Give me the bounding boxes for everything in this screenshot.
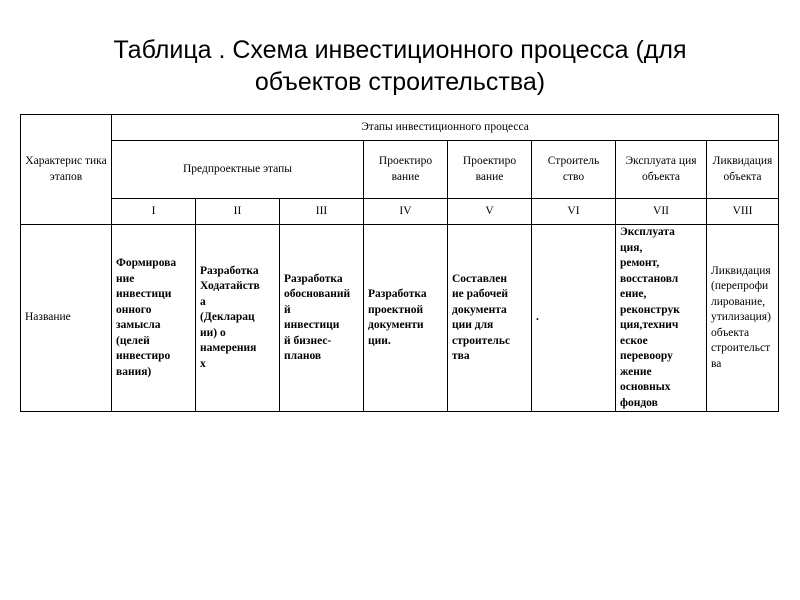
- stage-text: [368, 287, 443, 349]
- cell-line: х: [200, 357, 206, 370]
- cell-line: ция,: [620, 241, 643, 254]
- cell-line: (целей: [116, 334, 150, 347]
- cell-line: Разработка: [284, 272, 343, 285]
- group-header-design-2: [448, 141, 532, 199]
- cell-line: инвестици: [116, 288, 172, 300]
- stage-text: [711, 264, 774, 373]
- page-title: [40, 34, 760, 98]
- cell-line: перевоору: [620, 350, 673, 362]
- group-header-construction: [532, 141, 616, 199]
- stage-text: [200, 264, 275, 373]
- cell-line: тва: [452, 350, 470, 362]
- cell-line: онного: [116, 303, 152, 316]
- title-line-1: Таблица . Схема инвестиционного процесса (для: [113, 36, 687, 64]
- cell-line: Ходатайств: [200, 280, 260, 293]
- cell-line: восстановл: [620, 272, 679, 285]
- cell-line: лирование,: [711, 295, 766, 308]
- group-label: Проектиро вание: [462, 155, 517, 183]
- group-label: Ликвидация объекта: [712, 155, 773, 183]
- stages-header-cell: [112, 115, 779, 141]
- cell-line: фондов: [620, 396, 658, 409]
- stage-text: [284, 272, 359, 365]
- cell-line: ва: [711, 357, 722, 370]
- cell-line: ие рабочей: [452, 288, 509, 300]
- cell-line: документи: [368, 319, 424, 331]
- group-header-preproject: [112, 141, 364, 199]
- stage-numeral: III: [280, 199, 364, 225]
- cell-line: жение: [620, 365, 652, 378]
- cell-line: а: [200, 295, 206, 308]
- cell-line: инвестици: [284, 319, 340, 331]
- cell-line: инвестиро: [116, 350, 171, 362]
- cell-line: основных: [620, 381, 671, 393]
- name-label: Название: [25, 311, 71, 324]
- group-label: Предпроектные этапы: [182, 162, 292, 175]
- cell-line: Разработка: [200, 264, 259, 277]
- group-header-design-1: [364, 141, 448, 199]
- stage-numeral: II: [196, 199, 280, 225]
- cell-line: замысла: [116, 319, 161, 331]
- stage-cell: [280, 225, 364, 412]
- cell-line: намерения: [200, 342, 257, 355]
- stage-cell: [616, 225, 707, 412]
- stage-text: [116, 256, 191, 380]
- cell-line: обоснований: [284, 288, 351, 300]
- stage-cell: [707, 225, 779, 412]
- row-header-text: Характерис тика этапов: [25, 155, 107, 183]
- stage-cell: [364, 225, 448, 412]
- stage-text: [536, 310, 611, 326]
- stage-cell: [448, 225, 532, 412]
- cell-line: ии) о: [200, 326, 226, 339]
- stage-numeral: VIII: [707, 199, 779, 225]
- cell-line: ция,технич: [620, 319, 679, 331]
- cell-line: (перепрофи: [711, 280, 769, 293]
- cell-line: ремонт,: [620, 257, 660, 269]
- cell-line: й бизнес-: [284, 334, 332, 347]
- cell-line: утилизация): [711, 311, 771, 324]
- stage-numeral: VI: [532, 199, 616, 225]
- cell-line: Составлен: [452, 272, 507, 285]
- title-line-2: объектов строительства): [254, 68, 546, 96]
- stage-cell: [532, 225, 616, 412]
- cell-line: Эксплуата: [620, 226, 675, 238]
- group-label: Эксплуата ция объекта: [625, 155, 697, 183]
- cell-line: строительс: [452, 334, 511, 347]
- cell-line: ции.: [368, 334, 391, 347]
- stage-numeral: I: [112, 199, 196, 225]
- cell-line: ение,: [620, 288, 647, 300]
- stages-header-text: Этапы инвестиционного процесса: [361, 120, 529, 133]
- group-label: Строитель ство: [547, 155, 600, 183]
- cell-line: Разработка: [368, 288, 427, 300]
- stage-numeral: VII: [616, 199, 707, 225]
- row-header-cell: [21, 115, 112, 225]
- cell-line: (Декларац: [200, 311, 255, 324]
- cell-line: строительст: [711, 342, 771, 355]
- group-header-liquidation: [707, 141, 779, 199]
- investment-process-table: [20, 114, 779, 412]
- stage-cell: [112, 225, 196, 412]
- cell-line: документа: [452, 303, 507, 316]
- cell-line: еское: [620, 334, 648, 347]
- cell-line: планов: [284, 350, 322, 362]
- group-header-operation: [616, 141, 707, 199]
- cell-line: объекта: [711, 326, 750, 339]
- cell-line: проектной: [368, 303, 424, 316]
- cell-line: й: [284, 303, 291, 316]
- cell-line: вания): [116, 365, 152, 378]
- stage-cell: [196, 225, 280, 412]
- name-label-cell: [21, 225, 112, 412]
- cell-line: реконструк: [620, 303, 680, 316]
- stage-text: [452, 272, 527, 365]
- cell-line: ции для: [452, 319, 494, 331]
- cell-line: .: [536, 311, 539, 324]
- cell-line: ние: [116, 272, 135, 285]
- cell-line: Ликвидация: [711, 264, 771, 277]
- stage-numeral: IV: [364, 199, 448, 225]
- cell-line: Формирова: [116, 257, 177, 269]
- stage-numeral: V: [448, 199, 532, 225]
- stage-text: [620, 225, 702, 411]
- group-label: Проектиро вание: [378, 155, 433, 183]
